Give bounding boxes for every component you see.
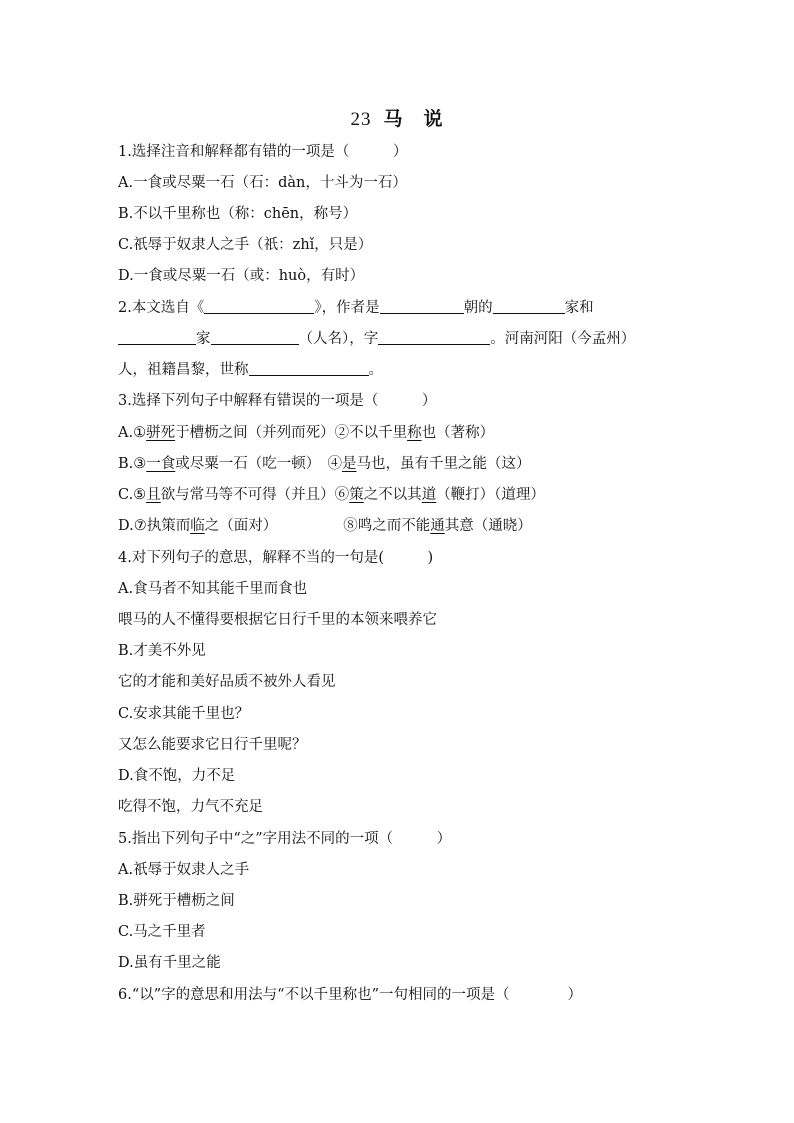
q3-text: 于槽枥之间（并列而死）②不以千里 bbox=[175, 425, 408, 441]
q5-option-c: C.马之千里者 bbox=[118, 924, 206, 940]
blank-role-1[interactable] bbox=[493, 299, 565, 314]
q5-option-a: A.祇辱于奴隶人之手 bbox=[118, 862, 250, 878]
q4-translation-b: 它的才能和美好品质不被外人看见 bbox=[118, 674, 336, 690]
q5-stem: 5.指出下列句子中“之”字用法不同的一项（ ） bbox=[118, 831, 452, 847]
q2-text: 家 bbox=[196, 331, 211, 347]
q3-option-c bbox=[118, 480, 684, 511]
q3-option-b bbox=[118, 449, 684, 480]
q3-text: 其意（通晓） bbox=[444, 518, 532, 534]
q4-translation-d: 吃得不饱，力气不充足 bbox=[118, 799, 263, 815]
q3-stem: 3.选择下列句子中解释有错误的一项是（ ） bbox=[118, 393, 437, 409]
q4-stem: 4.对下列句子的意思，解释不当的一句是( ) bbox=[118, 550, 434, 566]
blank-courtesy-name[interactable] bbox=[378, 330, 490, 345]
blank-dynasty[interactable] bbox=[380, 299, 464, 314]
q2-text: 人，祖籍昌黎，世称 bbox=[118, 362, 249, 378]
q4-translation-c: 又怎么能要求它日行千里呢？ bbox=[118, 737, 307, 753]
q3-underlined-word: 是 bbox=[342, 456, 357, 472]
q5-option-d: D.虽有千里之能 bbox=[118, 955, 221, 971]
q2-line-1 bbox=[118, 293, 684, 324]
q1-option-a: A.一食或尽粟一石（石：dàn，十斗为一石） bbox=[118, 175, 407, 191]
q3-underlined-word: 称 bbox=[407, 425, 422, 441]
q2-line-3 bbox=[118, 355, 684, 386]
q3-underlined-word: 策 bbox=[349, 487, 364, 503]
q3-underlined-word: 骈死 bbox=[146, 425, 176, 441]
q2-text: 2.本文选自《 bbox=[118, 300, 205, 316]
q3-underlined-word: 且 bbox=[146, 487, 161, 503]
q3-text: D.⑦执策而 bbox=[118, 518, 191, 534]
q4-option-a: A.食马者不知其能千里而食也 bbox=[118, 581, 308, 597]
q2-text: 朝的 bbox=[463, 300, 493, 316]
q3-text: 欲与常马等不可得（并且）⑥ bbox=[160, 487, 350, 503]
q3-underlined-word: 一食 bbox=[146, 456, 176, 472]
q3-text: B.③ bbox=[118, 456, 147, 472]
q4-option-c: C.安求其能千里也？ bbox=[118, 706, 250, 722]
q2-text: 家和 bbox=[564, 300, 594, 316]
q3-option-d bbox=[118, 511, 684, 542]
q3-underlined-word: 道 bbox=[421, 487, 437, 503]
blank-role-2[interactable] bbox=[118, 330, 196, 345]
q3-underlined-word: 通 bbox=[430, 518, 445, 534]
q1-stem: 1.选择注音和解释都有错的一项是（ ） bbox=[118, 144, 408, 160]
q2-text: （人名），字 bbox=[298, 331, 379, 347]
blank-book[interactable] bbox=[204, 299, 314, 314]
q3-text: A.① bbox=[118, 425, 147, 441]
lesson-title: 马 说 bbox=[383, 108, 444, 130]
q2-text: 。河南河阳（今孟州） bbox=[490, 331, 636, 347]
q2-text: 。 bbox=[368, 362, 383, 378]
q3-text: 或尽粟一石（吃一顿） ④ bbox=[175, 456, 343, 472]
q3-text: 之不以其 bbox=[363, 487, 422, 503]
q3-text: 之（面对） bbox=[204, 518, 278, 534]
q1-option-b: B.不以千里称也（称：chēn，称号） bbox=[118, 206, 358, 222]
q3-text: 也（著称） bbox=[421, 425, 495, 441]
lesson-number: 23 bbox=[350, 109, 372, 130]
q1-option-c: C.祇辱于奴隶人之手（祇：zhǐ，只是） bbox=[118, 237, 373, 253]
q3-text: （鞭打）（道理） bbox=[436, 487, 545, 503]
page-title bbox=[0, 104, 794, 131]
q5-option-b: B.骈死于槽枥之间 bbox=[118, 893, 235, 909]
blank-title[interactable] bbox=[249, 361, 369, 376]
q3-text: 马也，虽有千里之能（这） bbox=[356, 456, 531, 472]
q4-translation-a: 喂马的人不懂得要根据它日行千里的本领来喂养它 bbox=[118, 612, 437, 628]
q4-option-b: B.才美不外见 bbox=[118, 643, 206, 659]
q4-option-d: D.食不饱，力不足 bbox=[118, 768, 236, 784]
q3-text: ⑧鸣之而不能 bbox=[343, 518, 431, 534]
q3-underlined-word: 临 bbox=[190, 518, 205, 534]
q2-line-2 bbox=[118, 324, 684, 355]
q6-stem: 6.“以”字的意思和用法与“不以千里称也”一句相同的一项是（ ） bbox=[118, 987, 582, 1003]
q1-option-d: D.一食或尽粟一石（或：huò，有时） bbox=[118, 268, 365, 284]
q3-option-a bbox=[118, 418, 684, 449]
blank-name[interactable] bbox=[211, 330, 299, 345]
q2-text: 》，作者是 bbox=[314, 300, 380, 316]
q3-text: C.⑤ bbox=[118, 487, 147, 503]
